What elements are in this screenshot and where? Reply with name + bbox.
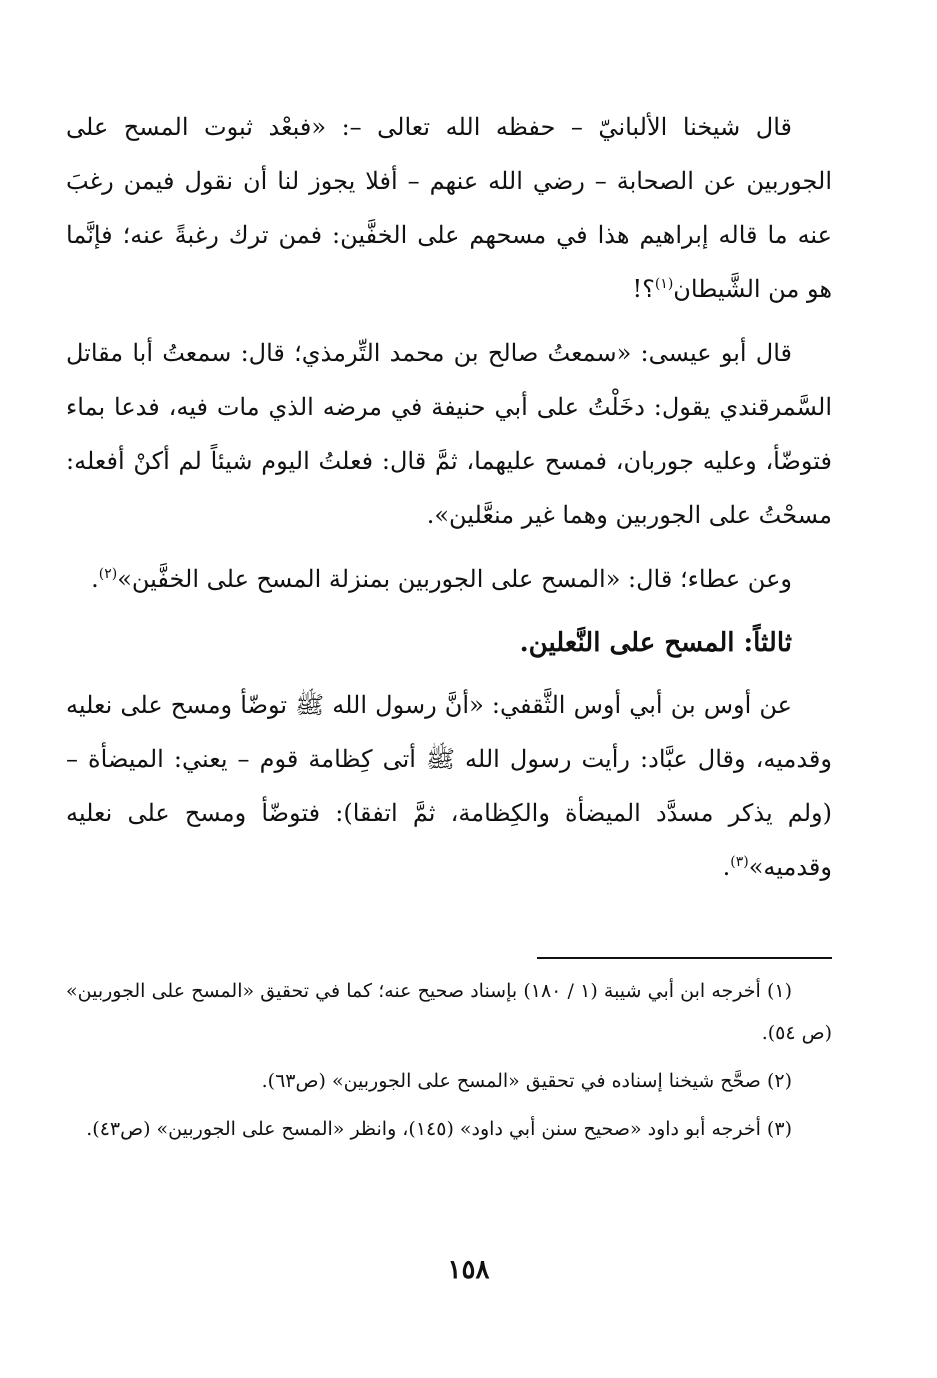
footnote-2: (٢) صحَّح شيخنا إسناده في تحقيق «المسح على الجوربين» (ص٦٣).	[261, 1070, 792, 1092]
paragraph-tail: .	[722, 853, 731, 881]
footnote-ref-3[interactable]: (٣)	[730, 854, 749, 870]
paragraph-abu-isa	[66, 326, 832, 542]
main-text	[66, 100, 832, 904]
footnote-ref-2[interactable]: (٢)	[98, 566, 118, 582]
paragraph-text: قال أبو عيسى: «سمعتُ صالح بن محمد التِّرمذي؛ قال: سمعتُ أبا مقاتل السَّمرقندي يقول: دخَلْتُ على أبي حنيفة في مرضه الذي مات فيه، فدعا بماء فتوضّأ، وعليه جوربان، فمسح عليهما، ثمَّ قال: فعلتُ اليوم شيئاً لم أكنْ أفعله: مسحْتُ على الجوربين وهما غير منعَّلين».	[66, 339, 832, 529]
footnote-ref-1[interactable]: (١)	[654, 276, 674, 292]
section-heading: ثالثاً: المسح على النَّعلين.	[519, 628, 792, 658]
footnote-separator	[537, 957, 832, 959]
paragraph-albani	[66, 100, 832, 316]
paragraph-tail: .	[91, 565, 99, 593]
footnote-3: (٣) أخرجه أبو داود «صحيح سنن أبي داود» (١٤٥)، وانظر «المسح على الجوربين» (ص٤٣).	[86, 1118, 792, 1140]
footnotes	[66, 970, 832, 1156]
paragraph-text: وعن عطاء؛ قال: «المسح على الجوربين بمنزلة المسح على الخفَّين»	[117, 565, 792, 593]
paragraph-tail: ؟!	[632, 275, 655, 303]
paragraph-aws	[66, 678, 832, 894]
page-number: ١٥٨	[447, 1255, 490, 1285]
paragraph-text: قال شيخنا الألبانيّ – حفظه الله تعالى –: «فبعْد ثبوت المسح على الجوربين عن الصحابة – رضي الله عنهم – أفلا يجوز لنا أن نقول فيمن رغبَ عنه ما قاله إبراهيم هذا في مسحهم على الخفَّين: فمن ترك رغبةً عنه؛ فإنَّما هو من الشَّيطان	[66, 113, 832, 303]
footnote-1: (١) أخرجه ابن أبي شيبة (١ / ١٨٠) بإسناد صحيح عنه؛ كما في تحقيق «المسح على الجوربين» (ص ٥٤).	[66, 980, 832, 1044]
paragraph-ata	[66, 552, 832, 606]
paragraph-text: عن أوس بن أبي أوس الثَّقفي: «أنَّ رسول الله ﷺ توضّأ ومسح على نعليه وقدميه، وقال عبَّاد: رأيت رسول الله ﷺ أتى كِظامة قوم – يعني: الميضأة – (ولم يذكر مسدَّد الميضأة والكِظامة، ثمَّ اتفقا): فتوضّأ ومسح على نعليه وقدميه»	[66, 691, 832, 881]
